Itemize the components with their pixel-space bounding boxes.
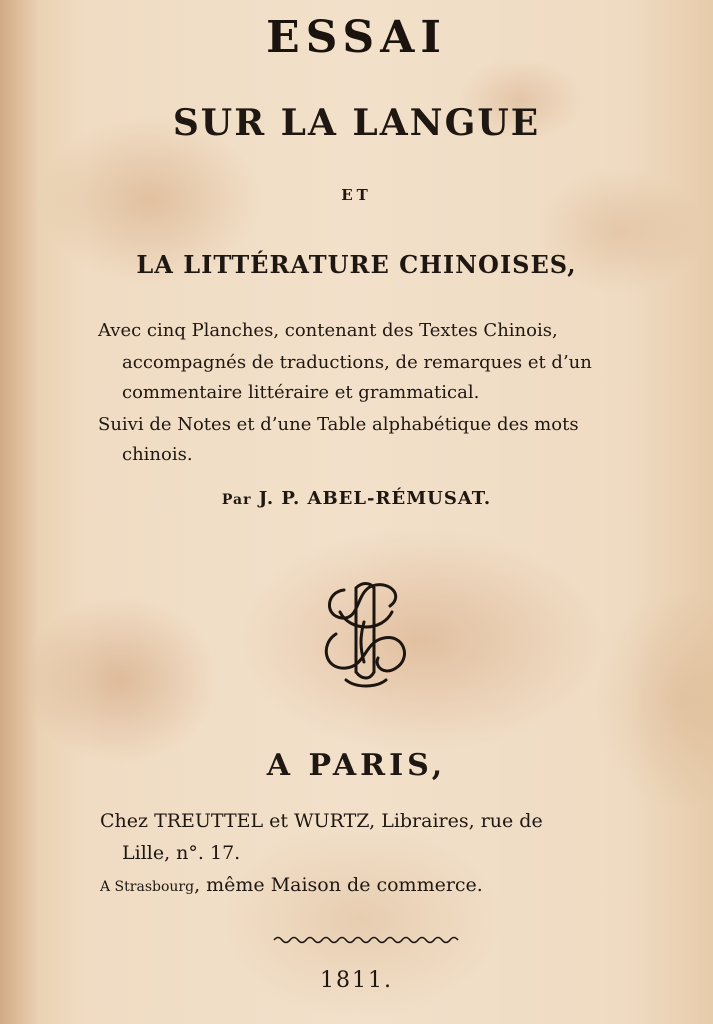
author-name: J. P. ABEL-RÉMUSAT. — [258, 488, 492, 509]
description-line: commentaire littéraire et grammatical. — [122, 382, 480, 403]
page-edge-stain — [0, 0, 38, 1024]
publication-city: A PARIS, — [266, 748, 447, 783]
strasbourg-prefix: A Strasbourg — [100, 879, 195, 895]
monogram-icon — [316, 572, 416, 692]
ornamental-rule — [272, 934, 462, 944]
author-prefix: Par — [221, 492, 252, 508]
book-title: ESSAI — [266, 12, 447, 63]
book-subtitle-2: LA LITTÉRATURE CHINOISES, — [136, 250, 577, 279]
description-line: Avec cinq Planches, contenant des Textes Chinois, — [98, 320, 558, 341]
description-line: Suivi de Notes et d’une Table alphabétique des mots — [98, 414, 579, 435]
publisher-line: Lille, n°. 17. — [122, 842, 241, 864]
conjunction: ET — [341, 186, 372, 204]
strasbourg-rest: , même Maison de commerce. — [194, 874, 483, 896]
author-line — [0, 488, 713, 509]
description-line: chinois. — [122, 444, 193, 465]
description-line: accompagnés de traductions, de remarques et d’un — [122, 352, 592, 373]
strasbourg-line — [100, 874, 483, 896]
publisher-line: Chez TREUTTEL et WURTZ, Libraires, rue de — [100, 810, 543, 832]
book-subtitle: SUR LA LANGUE — [172, 102, 541, 144]
publication-year: 1811. — [320, 968, 393, 993]
